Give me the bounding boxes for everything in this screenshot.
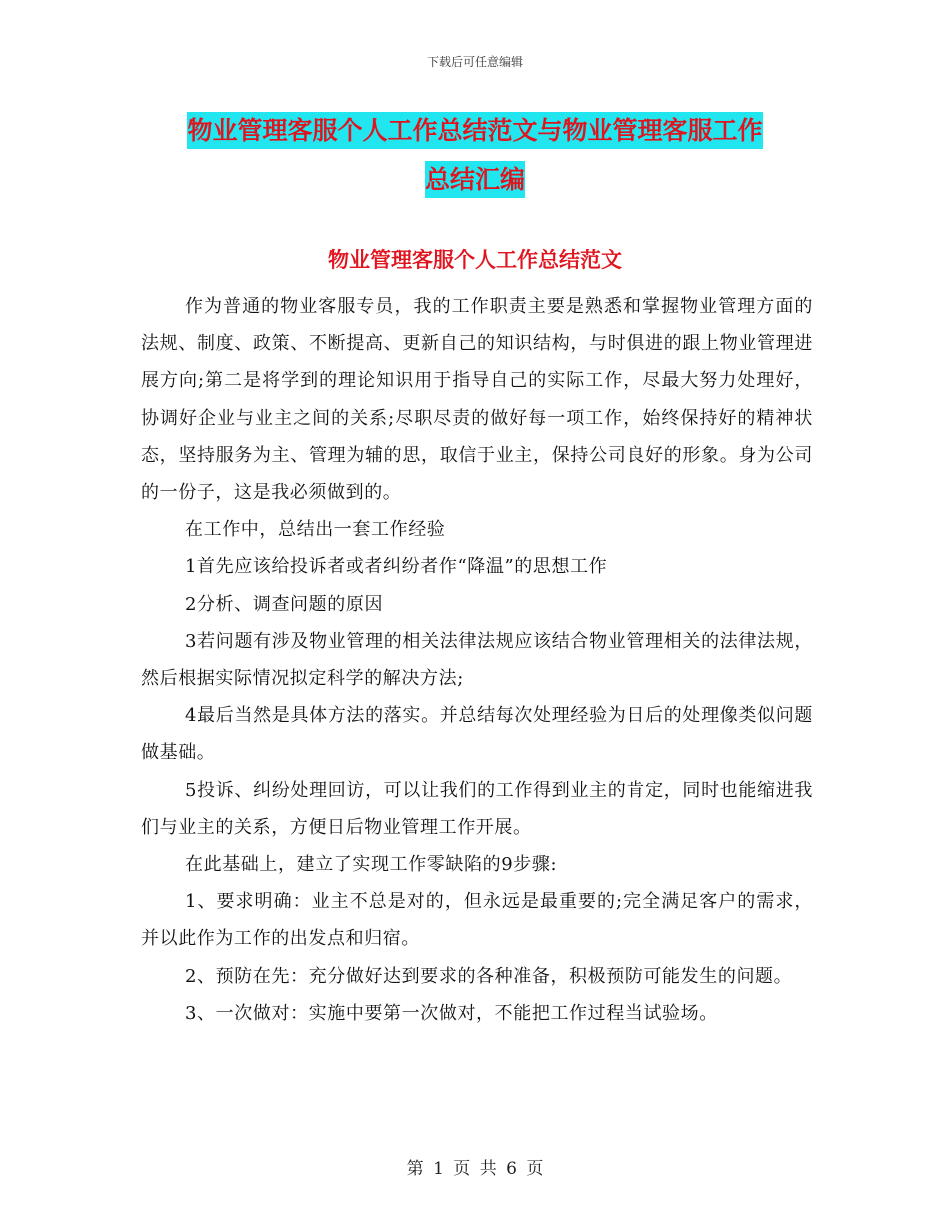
paragraph: 3、一次做对：实施中要第一次做对，不能把工作过程当试验场。 [185, 1002, 718, 1024]
document-title [0, 106, 950, 204]
header-note: 下载后可任意编辑 [426, 55, 523, 69]
paragraph: 1首先应该给投诉者或者纠纷者作“降温”的思想工作 [185, 556, 608, 578]
page-footer: 第 1 页 共 6 页 [406, 1159, 544, 1179]
paragraph: 3若问题有涉及物业管理的相关法律法规应该结合物业管理相关的法律法规，然后根据实际情况拟定科学的解决方法; [141, 630, 813, 690]
title-line-2: 总结汇编 [425, 161, 525, 198]
paragraph: 2分析、调查问题的原因 [185, 593, 384, 615]
title-line-1: 物业管理客服个人工作总结范文与物业管理客服工作 [187, 112, 762, 149]
paragraph: 2、预防在先：充分做好达到要求的各种准备，积极预防可能发生的问题。 [185, 965, 793, 987]
paragraph: 在工作中，总结出一套工作经验 [185, 519, 446, 541]
paragraph: 在此基础上，建立了实现工作零缺陷的9步骤: [185, 854, 558, 876]
section-title: 物业管理客服个人工作总结范文 [328, 248, 622, 272]
paragraph: 5投诉、纠纷处理回访，可以让我们的工作得到业主的肯定，同时也能缩进我们与业主的关系，方便日后物业管理工作开展。 [141, 779, 813, 838]
paragraph: 作为普通的物业客服专员，我的工作职责主要是熟悉和掌握物业管理方面的法规、制度、政策、不断提高、更新自己的知识结构，与时俱进的跟上物业管理进展方向;第二是将学到的理论知识用于指导自己的实际工作，尽最大努力处理好，协调好企业与业主之间的关系;尽职尽责的做好每一项工作，始终保持好的精神状态，坚持服务为主、管理为辅的思，取信于业主，保持公司良好的形象。身为公司的一份子，这是我必须做到的。 [141, 296, 813, 504]
paragraph: 4最后当然是具体方法的落实。并总结每次处理经验为日后的处理像类似问题做基础。 [141, 705, 813, 764]
document-body [141, 288, 813, 1032]
paragraph: 1、要求明确：业主不总是对的，但永远是最重要的;完全满足客户的需求，并以此作为工作的出发点和归宿。 [141, 891, 813, 950]
